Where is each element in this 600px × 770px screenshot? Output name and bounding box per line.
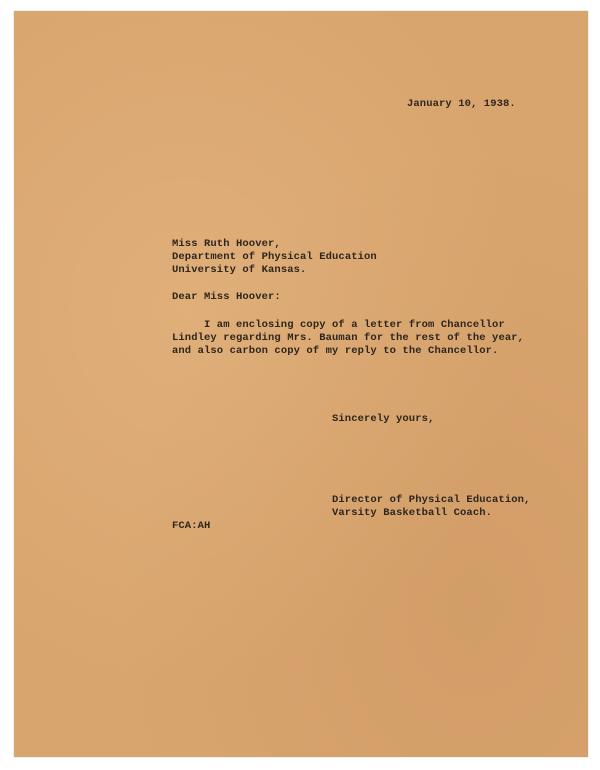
body-line: Lindley regarding Mrs. Bauman for the rest of the year,	[172, 332, 525, 344]
letter-page	[14, 11, 588, 757]
body-line: and also carbon copy of my reply to the Chancellor.	[172, 345, 499, 357]
letter-date: January 10, 1938.	[407, 98, 516, 110]
signature-title-line: Varsity Basketball Coach.	[332, 507, 493, 519]
recipient-name: Miss Ruth Hoover,	[172, 238, 281, 250]
reference-initials: FCA:AH	[172, 520, 211, 532]
body-line: I am enclosing copy of a letter from Chancellor	[204, 319, 505, 331]
closing: Sincerely yours,	[332, 413, 435, 425]
signature-title-line: Director of Physical Education,	[332, 494, 531, 506]
recipient-institution: University of Kansas.	[172, 264, 307, 276]
recipient-department: Department of Physical Education	[172, 251, 377, 263]
salutation: Dear Miss Hoover:	[172, 291, 281, 303]
